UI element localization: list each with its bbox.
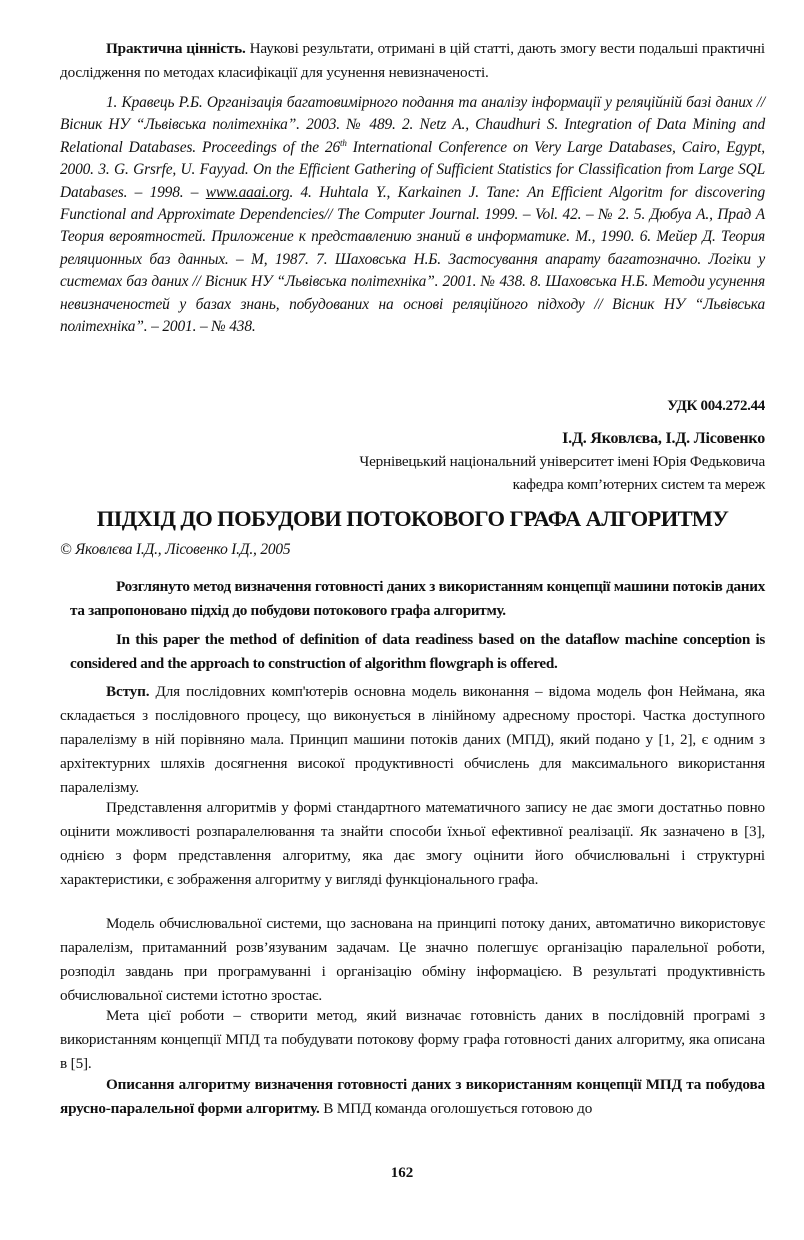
body-paragraph-2: Представлення алгоритмів у формі стандартного математичного запису не дає змоги достатньо повно оцінити можливості розпаралелювання та знайти способи їхньої ефективної реалізації. Як зазначено в [3], однією з форм представлення алгоритму, яка дає змогу оцінити його обчислювальні і структурні характеристики, є зображення алгоритму у вигляді функціонального графа.: [60, 799, 765, 888]
article-authors: І.Д. Яковлєва, І.Д. Лісовенко: [562, 430, 765, 447]
references-part-1: 1. Кравець Р.Б. Організація багатовимірного подання та аналізу інформації у реляційній базі даних //Вісник НУ “Львівська політехніка”. 2003. № 489. 2. Netz A., Chaudhuri S. Integration of Data Mining and Relational Databases. Proceedings of the 26: [60, 94, 765, 156]
practical-value-paragraph: [60, 37, 765, 85]
copyright-notice: © Яковлєва І.Д., Лісовенко І.Д., 2005: [60, 541, 291, 558]
references-list: [60, 92, 765, 338]
abstract-english: In this paper the method of definition of data readiness based on the dataflow machine conception is considered and the approach to construction of algorithm flowgraph is offered.: [70, 631, 765, 672]
references-part-3: . 4. Huhtala Y., Karkainen J. Tane: An Efficient Algoritm for discovering Functional and Approximate Dependencies// The Computer Journal. 1999. – Vol. 42. – № 2. 5. Дюбуа А., Прад А Теория вероятностей. Приложение к представлению знаний в информатике. М., 1990. 6. Мейер Д. Теория реляционных баз данных. – М, 1987. 7. Шаховська Н.Б. Застосування апарату багатозначно. Логіки у системах баз даних // Вісник НУ “Львівська політехніка”. 2001. № 438. 8. Шаховська Н.Б. Методи усунення невизначеностей у базах знань, побудованих на основі реляційного підходу // Вісник НУ “Львівська політехніка”. – 2001. – № 438.: [60, 183, 765, 336]
reference-link[interactable]: www.aaai.org: [205, 183, 290, 201]
body-paragraph-4: Мета цієї роботи – створити метод, який визначає готовність даних в послідовній програмі з використанням концепції МПД та побудувати потокову форму графа готовності даних алгоритму, яка описана в [5].: [60, 1007, 765, 1072]
udk-code: УДК 004.272.44: [667, 398, 765, 414]
practical-value-text: Наукові результати, отримані в цій статті, дають змогу вести подальші практичні дослідження по методах класифікації для усунення невизначеності.: [60, 40, 765, 81]
practical-value-heading: Практична цінність.: [106, 40, 246, 57]
section-1-paragraph: [60, 1073, 765, 1121]
introduction-heading: Вступ.: [106, 683, 150, 700]
introduction-text: Для послідовних комп'ютерів основна модель виконання – відома модель фон Неймана, яка складається з послідовного процесу, що виконується в лінійному адресному просторі. Частка доступного паралелізму в ній порівняно мала. Принцип машини потоків даних (МПД), який подано у [1, 2], є одним з архітектурних шляхів досягнення високої продуктивності обчислень для максимального використання паралелізму.: [60, 683, 765, 796]
section-1-text: В МПД команда оголошується готовою до: [319, 1100, 593, 1117]
body-paragraph-3: Модель обчислювальної системи, що заснована на принципі потоку даних, автоматично використовує паралелізм, притаманний розв’язуваним задачам. Це значно полегшує організацію паралельної роботи, розподіл завдань при програмуванні і організацію обміну інформацією. В результаті продуктивність обчислювальної системи істотно зростає.: [60, 915, 765, 1004]
abstract-ukrainian: Розглянуто метод визначення готовності даних з використанням концепції машини потоків даних та запропоновано підхід до побудови потокового графа алгоритму.: [70, 578, 765, 619]
references-part-2: International Conference on Very Large Databases, Cairo, Egypt, 2000. 3. G. Grsrfe, U. Fayyad. On the Efficient Gathering of Sufficient Statistics for Classification from Large SQL Databases. – 1998. –: [60, 138, 765, 201]
affiliation-university: Чернівецький національний університет імені Юрія Федьковича: [359, 453, 765, 470]
superscript-th: th: [340, 137, 347, 148]
article-title: ПІДХІД ДО ПОБУДОВИ ПОТОКОВОГО ГРАФА АЛГОРИТМУ: [96, 506, 729, 531]
page-number: 162: [390, 1165, 414, 1181]
section-1-heading: Описання алгоритму визначення готовності даних з використанням концепції МПД та побудова ярусно-паралельної форми алгоритму.: [60, 1076, 765, 1117]
affiliation-department: кафедра комп’ютерних систем та мереж: [512, 476, 765, 493]
introduction-paragraph: [60, 680, 765, 800]
